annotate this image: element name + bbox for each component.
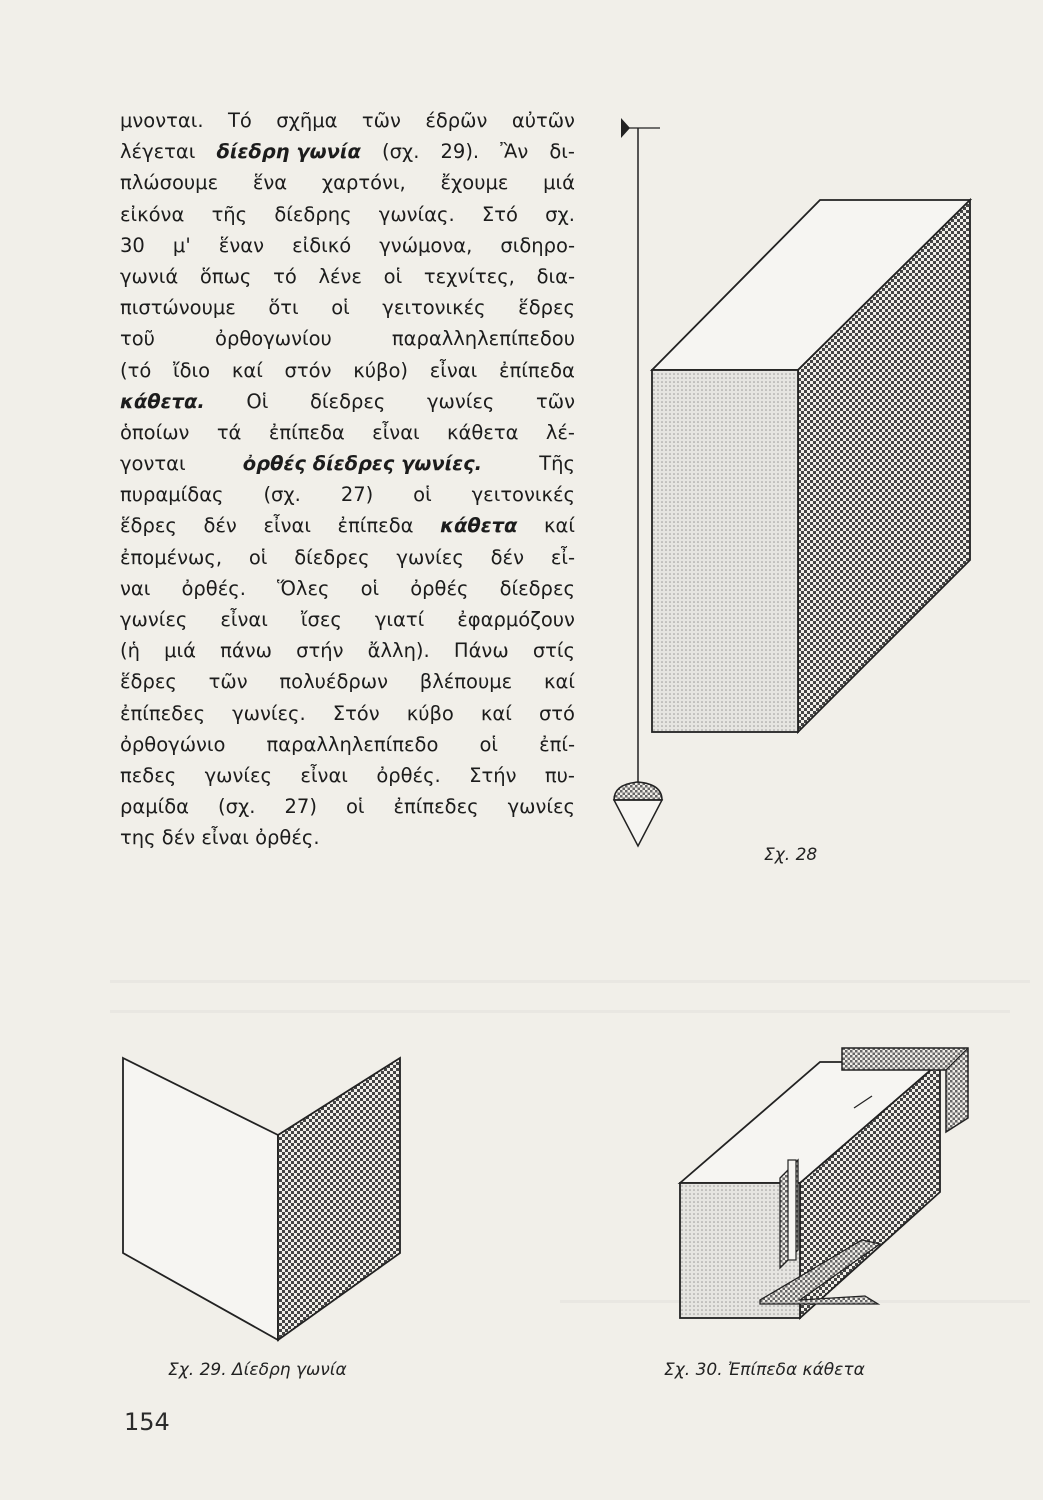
word: Στόν (332, 701, 380, 725)
word: αὐτῶν (511, 109, 575, 132)
word: μιά (543, 171, 575, 195)
word: μνονται. (120, 109, 204, 132)
word: ἴσες (300, 608, 342, 631)
word: ἐπίπεδα (268, 420, 345, 444)
word: ὀρθογώνιο (120, 732, 226, 756)
word: Τῆς (539, 452, 575, 476)
word: πυ- (544, 763, 575, 787)
emphasized-term: κάθετα. (120, 389, 205, 413)
word: γονται (120, 452, 186, 476)
word: σχ. (545, 202, 575, 226)
word: ὅτι (268, 296, 299, 320)
word: οἱ (479, 732, 498, 756)
word: Στό (481, 202, 518, 226)
word: μ' (172, 233, 191, 257)
word: γωνιά (120, 264, 179, 288)
word: (σχ. (263, 483, 301, 507)
word: δέν (161, 826, 196, 850)
vertical-gauge-icon (780, 1160, 798, 1268)
word: Τό (227, 109, 252, 132)
plumb-bob-icon (614, 782, 662, 846)
word: καί (480, 701, 512, 725)
word: πυραμίδας (120, 483, 224, 507)
word: πλώσουμε (120, 171, 219, 195)
word: Οἱ (246, 389, 269, 413)
word: παραλληλεπίπεδο (266, 732, 439, 756)
word: (ἡ (120, 639, 140, 663)
word: γειτονικές (471, 483, 575, 507)
word: γωνίες. (232, 701, 306, 725)
word: ἐπί- (539, 732, 575, 756)
word: Στήν (469, 763, 517, 787)
word: δέν (203, 514, 237, 538)
word: ὀρθές (410, 576, 469, 600)
word: πάνω (220, 639, 272, 663)
word: δια- (536, 264, 575, 288)
word: δίεδρης (274, 202, 352, 226)
word: ναι (120, 576, 151, 600)
word: σχῆμα (276, 109, 338, 132)
word: γειτονικές (382, 296, 486, 320)
word: εἶ- (550, 545, 575, 569)
block-front-face (652, 370, 798, 732)
word: δι- (549, 140, 575, 164)
word: οἱ (413, 483, 432, 507)
word: εἶναι (220, 608, 268, 631)
word: οἱ (248, 545, 268, 569)
word: Ἂν (500, 140, 529, 164)
word: καί (544, 670, 575, 694)
word: κάθετα (447, 420, 519, 444)
word: ἕδρες (120, 514, 177, 538)
page-number: 154 (124, 1408, 170, 1436)
word: 29). (440, 140, 480, 164)
word: καί (544, 514, 575, 538)
word: γωνίες (120, 608, 188, 631)
word: εἶναι (263, 514, 311, 538)
caption-figure-29: Σχ. 29. Δίεδρη γωνία (168, 1360, 347, 1380)
emphasized-term: ὀρθές δίεδρες γωνίες. (242, 452, 483, 476)
emphasized-term: κάθετα (440, 514, 518, 538)
word: γιατί (374, 608, 425, 631)
caption-figure-30: Σχ. 30. Ἐπίπεδα κάθετα (664, 1360, 865, 1380)
figure-30-perpendicular-planes (680, 1048, 968, 1318)
word: εἶναι (300, 763, 348, 787)
word: ραμίδα (120, 795, 190, 819)
word: ἐπίπεδα (337, 514, 414, 538)
word: λέ- (545, 420, 575, 444)
word: γωνίες (204, 763, 272, 787)
word: γωνίες (507, 795, 575, 819)
word: πιστώνουμε (120, 296, 236, 320)
word: ἕδρες (120, 670, 177, 694)
word: 30 (120, 233, 145, 257)
word: παραλληλεπίπεδου (391, 327, 575, 351)
word: οἱ (383, 264, 403, 288)
word: πολυέδρων (279, 670, 388, 694)
word: ὁποίων (120, 420, 190, 444)
word: γωνίες (396, 545, 464, 569)
emphasized-term: δίεδρη γωνία (216, 140, 361, 164)
word: 27) (284, 795, 317, 819)
word: τῶν (361, 109, 401, 132)
word: ἐπίπεδα (498, 358, 575, 382)
word: ἴδιο (173, 358, 211, 382)
word: ὀρθές. (376, 763, 441, 787)
word: κύβο) (353, 358, 408, 382)
word: εἶναι (372, 420, 420, 444)
word: τῆς (211, 202, 248, 226)
word: στόν (284, 358, 332, 382)
word: γωνίες (427, 389, 495, 413)
word: καί (231, 358, 263, 382)
word: λένε (318, 264, 362, 288)
word: τά (216, 420, 242, 444)
dihedral-right-plane (278, 1058, 400, 1340)
word: τό (273, 264, 297, 288)
dihedral-left-plane (123, 1058, 278, 1340)
word: δέν (490, 545, 524, 569)
word: ἕνα (252, 171, 288, 195)
word: εἶναι (429, 358, 478, 382)
word: γωνίας. (378, 202, 455, 226)
word: στίς (532, 639, 575, 663)
word: λέγεται (120, 140, 196, 164)
word: πεδες (120, 763, 177, 787)
word: βλέπουμε (419, 670, 513, 694)
caption-figure-28: Σχ. 28 (764, 845, 818, 865)
word: ὅπως (199, 264, 252, 288)
word: εἶναι (201, 826, 249, 850)
word: τῶν (536, 389, 575, 413)
word: ὀρθές. (181, 576, 246, 600)
word: ἐφαρμόζουν (457, 608, 575, 631)
word: ἐπίπεδες (393, 795, 479, 819)
word: εἰδικό (292, 233, 352, 257)
word: οἱ (345, 795, 365, 819)
word: Ὅλες (277, 576, 330, 600)
word: ἄλλη). (367, 639, 430, 663)
word: τοῦ (120, 327, 155, 351)
word: γνώμονα, (379, 233, 473, 257)
word: της (120, 826, 156, 850)
word: ἕδρες (518, 296, 575, 320)
word: έδρῶν (425, 109, 488, 132)
word: στό (538, 701, 575, 725)
word: οἱ (331, 296, 350, 320)
word: ὀρθογωνίου (215, 327, 332, 351)
word: ἕναν (218, 233, 264, 257)
word: 27) (340, 483, 374, 507)
word: Πάνω (453, 639, 509, 663)
word: τῶν (208, 670, 248, 694)
word: ὀρθές. (255, 826, 320, 850)
word: οἱ (360, 576, 380, 600)
word: ἐπίπεδες (120, 701, 206, 725)
word: δίεδρες (294, 545, 370, 569)
word: στήν (296, 639, 344, 663)
word: (τό (120, 358, 152, 382)
word: ἐπομένως, (120, 545, 223, 569)
word: τεχνίτες, (423, 264, 515, 288)
word: (σχ. (218, 795, 256, 819)
word: εἰκόνα (120, 202, 185, 226)
word: (σχ. (381, 140, 420, 164)
word: δίεδρες (499, 576, 575, 600)
figure-29-dihedral-angle (123, 1058, 400, 1340)
word: σιδηρο- (500, 233, 575, 257)
word: μιά (164, 639, 196, 663)
word: ἔχουμε (440, 171, 509, 195)
word: δίεδρες (310, 389, 386, 413)
word: κύβο (406, 701, 454, 725)
figure-28-block-with-plumb (614, 118, 970, 846)
word: χαρτόνι, (321, 171, 406, 195)
